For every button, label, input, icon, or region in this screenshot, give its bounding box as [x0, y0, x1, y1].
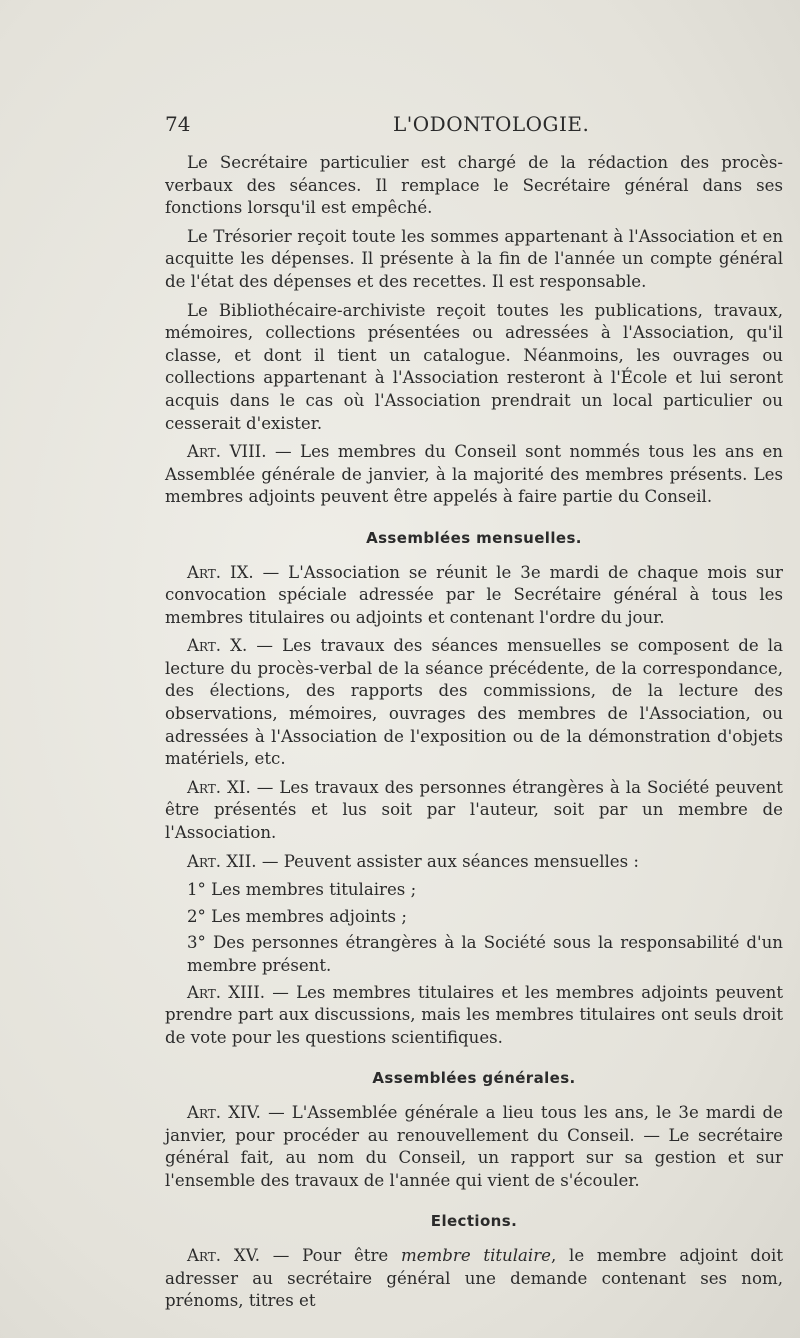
article-text: , le membre adjoint doit adresser au secrétaire général une demande contenant ses nom, prénoms, titres et [165, 1245, 783, 1311]
article-label: Art. IX. [187, 562, 254, 582]
page-header [165, 112, 785, 142]
article-text: — L'Assemblée générale a lieu tous les ans, le 3e mardi de janvier, pour procéder au renouvellement du Conseil. — Le secrétaire général fait, au nom du Conseil, un rapport sur sa gestion et sur l'ensemble des travaux de l'année qui vient de s'écouler. [165, 1102, 783, 1190]
article-text: — Les membres titulaires et les membres adjoints peuvent prendre part aux discussions, mais les membres titulaires ont seuls droit de vote pour les questions scientifiques. [165, 982, 783, 1047]
section-heading-generales: Assemblées générales. [372, 1069, 576, 1088]
section-heading-mensuelles: Assemblées mensuelles. [366, 528, 582, 547]
article-text: — Peuvent assister aux séances mensuelles : [256, 851, 640, 871]
page-body [165, 152, 783, 1319]
article-label: Art. XIII. [187, 982, 266, 1002]
article-label: Art. XI. [187, 777, 251, 797]
list-item: 1° Les membres titulaires ; [187, 880, 417, 900]
running-title: L'ODONTOLOGIE. [393, 112, 590, 136]
article-text: — L'Association se réunit le 3e mardi de chaque mois sur convocation spéciale adressée par le Secrétaire général à tous les membres titulaires ou adjoints et contenant l'ordre du jour. [165, 562, 783, 627]
article-x [165, 635, 783, 771]
article-label: Art. VIII. [187, 442, 267, 462]
article-viii [165, 441, 783, 509]
article-label: Art. XV. [187, 1245, 261, 1265]
paragraph-secretaire: Le Secrétaire particulier est chargé de la rédaction des procès-verbaux des séances. Il remplace le Secrétaire général dans ses fonctions lorsqu'il est empêché. [165, 153, 783, 218]
article-text: — Les travaux des personnes étrangères à la Société peuvent être présentés et lus soit par l'auteur, soit par un membre de l'Association. [165, 777, 783, 843]
article-xiii [165, 982, 783, 1050]
paragraph-tresorier: Le Trésorier reçoit toute les sommes appartenant à l'Association et en acquitte les dépenses. Il présente à la fin de l'année un compte général de l'état des dépenses et des recettes. Il est responsable. [165, 226, 783, 291]
article-text: — Pour être [260, 1245, 401, 1265]
article-xiv [165, 1102, 783, 1192]
article-text: — Les membres du Conseil sont nommés tous les ans en Assemblée générale de janvier, à la majorité des membres présents. Les membres adjoints peuvent être appelés à faire partie du Conseil. [165, 442, 783, 507]
section-heading-elections: Elections. [430, 1212, 518, 1231]
page-number: 74 [165, 112, 191, 136]
list-item: 3° Des personnes étrangères à la Société sous la responsabilité d'un membre présent. [187, 933, 783, 975]
paragraph-bibliothecaire: Le Bibliothécaire-archiviste reçoit toutes les publications, travaux, mémoires, collections présentées ou adressées à l'Association, qu'il classe, et dont il tient un catalogue. Néanmoins, les ouvrages ou collections appartenant à l'Association resteront à l'École et lui seront acquis dans le cas où l'Association prendrait un local particulier ou cesserait d'exister. [165, 300, 783, 433]
article-label: Art. XIV. [187, 1102, 261, 1122]
article-xii [165, 851, 783, 874]
article-emphasis: membre titulaire [400, 1245, 551, 1265]
article-xv [165, 1245, 783, 1313]
article-ix [165, 562, 783, 630]
article-label: Art. XII. [187, 851, 257, 871]
article-label: Art. X. [187, 636, 248, 656]
article-text: — Les travaux des séances mensuelles se composent de la lecture du procès-verbal de la séance précédente, de la correspondance, des élections, des rapports des commissions, de la lecture des observations, mémoires, ouvrages des membres de l'Association, ou adressées à l'Association de l'exposition ou de la démonstration d'objets matériels, etc. [165, 636, 783, 769]
list-item: 2° Les membres adjoints ; [187, 906, 407, 926]
article-xi [165, 777, 783, 845]
